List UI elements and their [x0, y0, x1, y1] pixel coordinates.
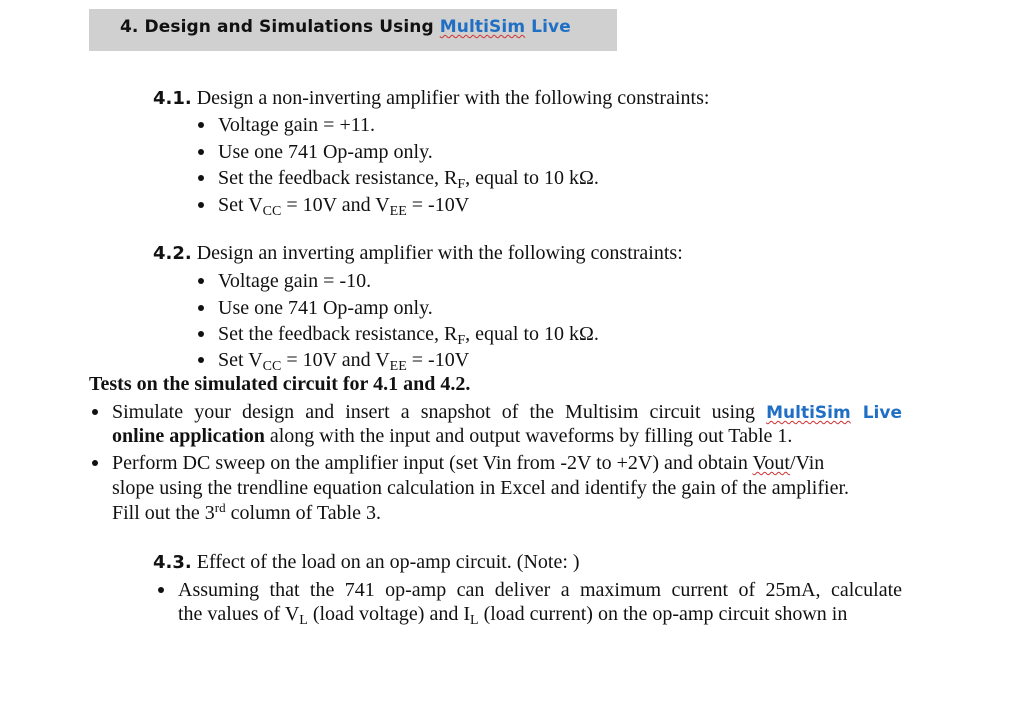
s43-b1-l2-b: (load voltage) and I: [307, 603, 471, 625]
s42-bullet-3: [218, 322, 599, 346]
bullet-icon: [198, 202, 204, 208]
s42-b4-a: Set V: [218, 349, 263, 371]
s43-b1-l2-sub2: L: [470, 613, 479, 628]
s41-b4-sub2: EE: [389, 204, 407, 219]
s42-b3-post: , equal to 10 kΩ.: [465, 323, 599, 345]
s41-bullet-4: [218, 193, 469, 217]
tests-b2-l3-sup: rd: [214, 500, 226, 515]
section-title-prefix: 4. Design and Simulations Using: [120, 17, 440, 37]
bullet-icon: [92, 460, 98, 466]
tests-b2-l3-b: column of Table 3.: [225, 502, 382, 524]
bullet-icon: [92, 409, 98, 415]
s42-bullet-1: Voltage gain = -10.: [218, 270, 372, 292]
bullet-icon: [198, 357, 204, 363]
bullet-icon: [198, 305, 204, 311]
s41-b4-b: = 10V and V: [281, 194, 390, 216]
s43-bullet-1-line-1: Assuming that the 741 op-amp can deliver a maximum current of 25mA, calculate: [178, 579, 902, 601]
tests-b1-l1: Simulate your design and insert a snapshot of the Multisim circuit using: [112, 401, 767, 423]
tests-bullet-2-line-1: [112, 451, 824, 475]
tests-bullet-2-line-2: slope using the trendline equation calculation in Excel and identify the gain of the amplifier.: [112, 477, 850, 499]
section-4-1-intro: [153, 86, 709, 111]
s43-b1-l2-a: the values of V: [178, 603, 300, 625]
s41-b4-a: Set V: [218, 194, 263, 216]
tests-b1-l2-bold: online application: [112, 425, 265, 447]
s41-b4-c: = -10V: [406, 194, 470, 216]
s42-b3-sub: F: [457, 333, 466, 348]
s41-b4-sub1: CC: [262, 204, 282, 219]
s42-b4-b: = 10V and V: [281, 349, 390, 371]
s41-bullet-3: [218, 166, 599, 190]
s41-b3-post: , equal to 10 kΩ.: [465, 167, 599, 189]
tests-bullet-1-line-1: [112, 400, 902, 425]
tests-b2-l1-a: Perform DC sweep on the amplifier input (set Vin from -2V to +2V) and obtain: [112, 452, 753, 474]
section-4-1-intro-text: Design a non-inverting amplifier with the following constraints:: [191, 87, 710, 109]
s41-bullet-1: Voltage gain = +11.: [218, 114, 375, 136]
section-4-2-intro: [153, 241, 683, 266]
s43-bullet-1-line-2: [178, 602, 847, 626]
bullet-icon: [198, 122, 204, 128]
section-title-brand: MultiSim: [439, 17, 526, 37]
section-4-3-intro: [153, 550, 580, 575]
bullet-icon: [198, 278, 204, 284]
section-4-3-number: 4.3.: [153, 552, 192, 573]
tests-bullet-1-line-2: [112, 424, 792, 448]
bullet-icon: [198, 149, 204, 155]
section-4-2-intro-text: Design an inverting amplifier with the following constraints:: [191, 242, 683, 264]
s42-b4-c: = -10V: [406, 349, 470, 371]
bullet-icon: [158, 587, 164, 593]
s43-b1-l2-sub1: L: [299, 613, 308, 628]
s43-b1-l2-c: (load current) on the op-amp circuit shown in: [478, 603, 848, 625]
tests-b2-l1-word: Vout: [752, 452, 790, 474]
tests-bullet-2-line-3: [112, 501, 381, 525]
s42-b4-sub1: CC: [262, 359, 282, 374]
s41-b3-pre: Set the feedback resistance, R: [218, 167, 458, 189]
section-header: [89, 9, 617, 51]
section-4-2-number: 4.2.: [153, 243, 192, 264]
tests-b1-brand: MultiSim: [766, 403, 851, 423]
bullet-icon: [198, 331, 204, 337]
s41-b3-sub: F: [457, 177, 466, 192]
tests-b2-l1-b: /Vin: [789, 452, 825, 474]
s42-bullet-4: [218, 348, 469, 372]
s42-b3-pre: Set the feedback resistance, R: [218, 323, 458, 345]
section-4-3-intro-text: Effect of the load on an op-amp circuit. (Note: ): [191, 551, 580, 573]
tests-heading: Tests on the simulated circuit for 4.1 and 4.2.: [89, 373, 471, 395]
section-4-1-number: 4.1.: [153, 88, 192, 109]
tests-b1-l2-rest: along with the input and output waveforms by filling out Table 1.: [264, 425, 793, 447]
tests-b2-l3-a: Fill out the 3: [112, 502, 215, 524]
s42-b4-sub2: EE: [389, 359, 407, 374]
s42-bullet-2: Use one 741 Op-amp only.: [218, 297, 433, 319]
bullet-icon: [198, 175, 204, 181]
section-title-suffix: Live: [525, 17, 571, 37]
s41-bullet-2: Use one 741 Op-amp only.: [218, 141, 433, 163]
tests-b1-brand-suffix: Live: [850, 403, 902, 423]
